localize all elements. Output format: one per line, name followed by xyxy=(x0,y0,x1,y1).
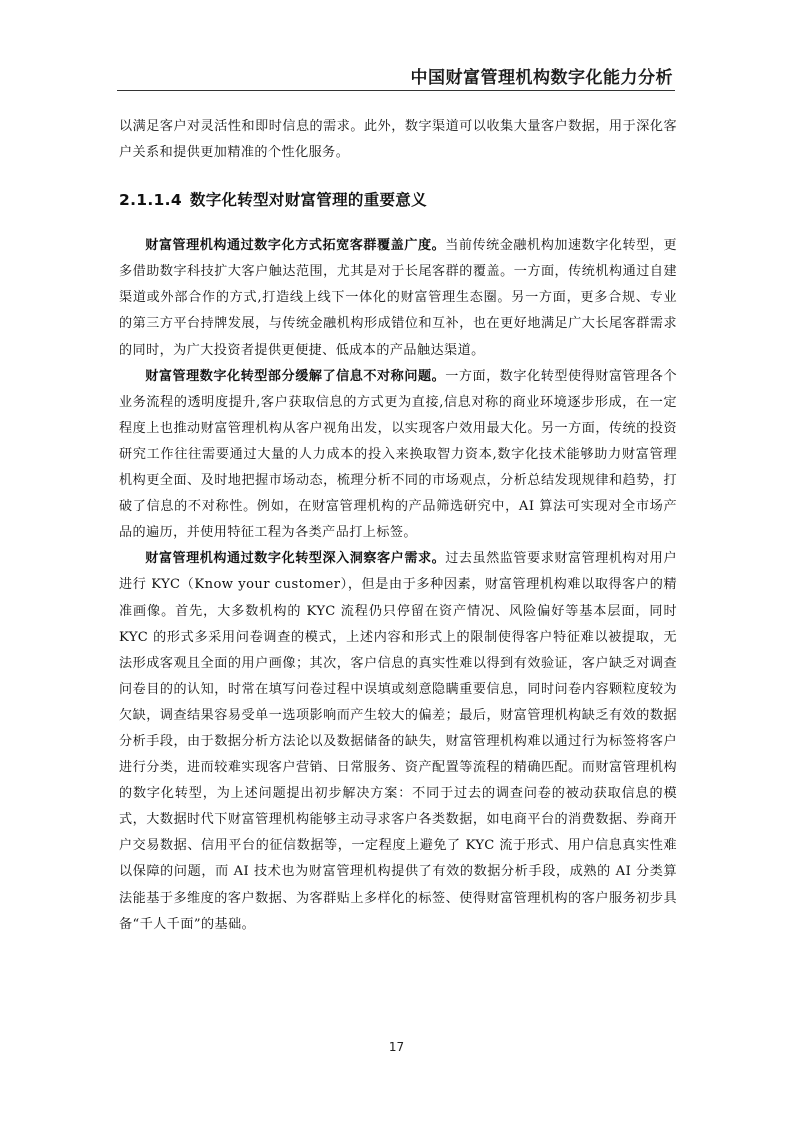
page-body xyxy=(119,114,677,938)
paragraph-text: 一方面，数字化转型使得财富管理各个业务流程的透明度提升,客户获取信息的方式更为直接,信息对称的商业环境逐步形成，在一定程度上也推动财富管理机构从客户视角出发，以实现客户效用最大化。另一方面，传统的投资研究工作往往需要通过大量的人力成本的投入来换取智力资本,数字化技术能够助力财富管理机构更全面、及时地把握市场动态，梳理分析不同的市场观点，分析总结发现规律和趋势，打破了信息的不对称性。例如，在财富管理机构的产品筛选研究中，AI 算法可实现对全市场产品的遍历，并使用特征工程为各类产品打上标签。 xyxy=(119,368,677,541)
paragraph-text: 过去虽然监管要求财富管理机构对用户进行 KYC（Know your customer），但是由于多种因素，财富管理机构难以取得客户的精准画像。首先，大多数机构的 KYC 流程仍只停留在资产情况、风险偏好等基本层面，同时KYC 的形式多采用问卷调查的模式，上述内容和形式上的限制使得客户特征难以被提取，无法形成客观且全面的用户画像；其次，客户信息的真实性难以得到有效验证，客户缺乏对调查问卷目的的认知，时常在填写问卷过程中误填或刻意隐瞒重要信息，同时问卷内容颗粒度较为欠缺，调查结果容易受单一选项影响而产生较大的偏差；最后，财富管理机构缺乏有效的数据分析手段，由于数据分析方法论以及数据储备的缺失，财富管理机构难以通过行为标签将客户进行分类，进而较难实现客户营销、日常服务、资产配置等流程的精确匹配。而财富管理机构的数字化转型，为上述问题提出初步解决方案：不同于过去的调查问卷的被动获取信息的模式，大数据时代下财富管理机构能够主动寻求客户各类数据，如电商平台的消费数据、券商开户交易数据、信用平台的征信数据等，一定程度上避免了 KYC 流于形式、用户信息真实性难以保障的问题，而 AI 技术也为财富管理机构提供了有效的数据分析手段，成熟的 AI 分类算法能基于多维度的客户数据、为客群贴上多样化的标签、使得财富管理机构的客户服务初步具备“千人千面”的基础。 xyxy=(119,551,677,932)
paragraph-insight xyxy=(119,546,677,937)
header-divider xyxy=(117,90,675,91)
intro-paragraph: 以满足客户对灵活性和即时信息的需求。此外，数字渠道可以收集大量客户数据，用于深化客户关系和提供更加精准的个性化服务。 xyxy=(119,119,677,161)
running-header-title: 中国财富管理机构数字化能力分析 xyxy=(410,68,673,88)
paragraph-lead: 财富管理数字化转型部分缓解了信息不对称问题。 xyxy=(145,368,446,384)
paragraph-text: 当前传统金融机构加速数字化转型，更多借助数字科技扩大客户触达范围，尤其是对于长尾客群的覆盖。一方面，传统机构通过自建渠道或外部合作的方式,打造线上线下一体化的财富管理生态圈。另一方面，更多合规、专业的第三方平台持牌发展，与传统金融机构形成错位和互补，也在更好地满足广大长尾客群需求的同时，为广大投资者提供更便捷、低成本的产品触达渠道。 xyxy=(119,238,677,358)
paragraph-lead: 财富管理机构通过数字化转型深入洞察客户需求。 xyxy=(145,551,446,567)
section-title: 数字化转型对财富管理的重要意义 xyxy=(189,191,427,210)
section-heading xyxy=(119,189,677,211)
section-number: 2.1.1.4 xyxy=(119,191,182,210)
paragraph-information xyxy=(119,364,677,547)
paragraph-reach xyxy=(119,233,677,363)
paragraph-lead: 财富管理机构通过数字化方式拓宽客群覆盖广度。 xyxy=(145,238,446,254)
page-number: 17 xyxy=(388,1040,405,1054)
